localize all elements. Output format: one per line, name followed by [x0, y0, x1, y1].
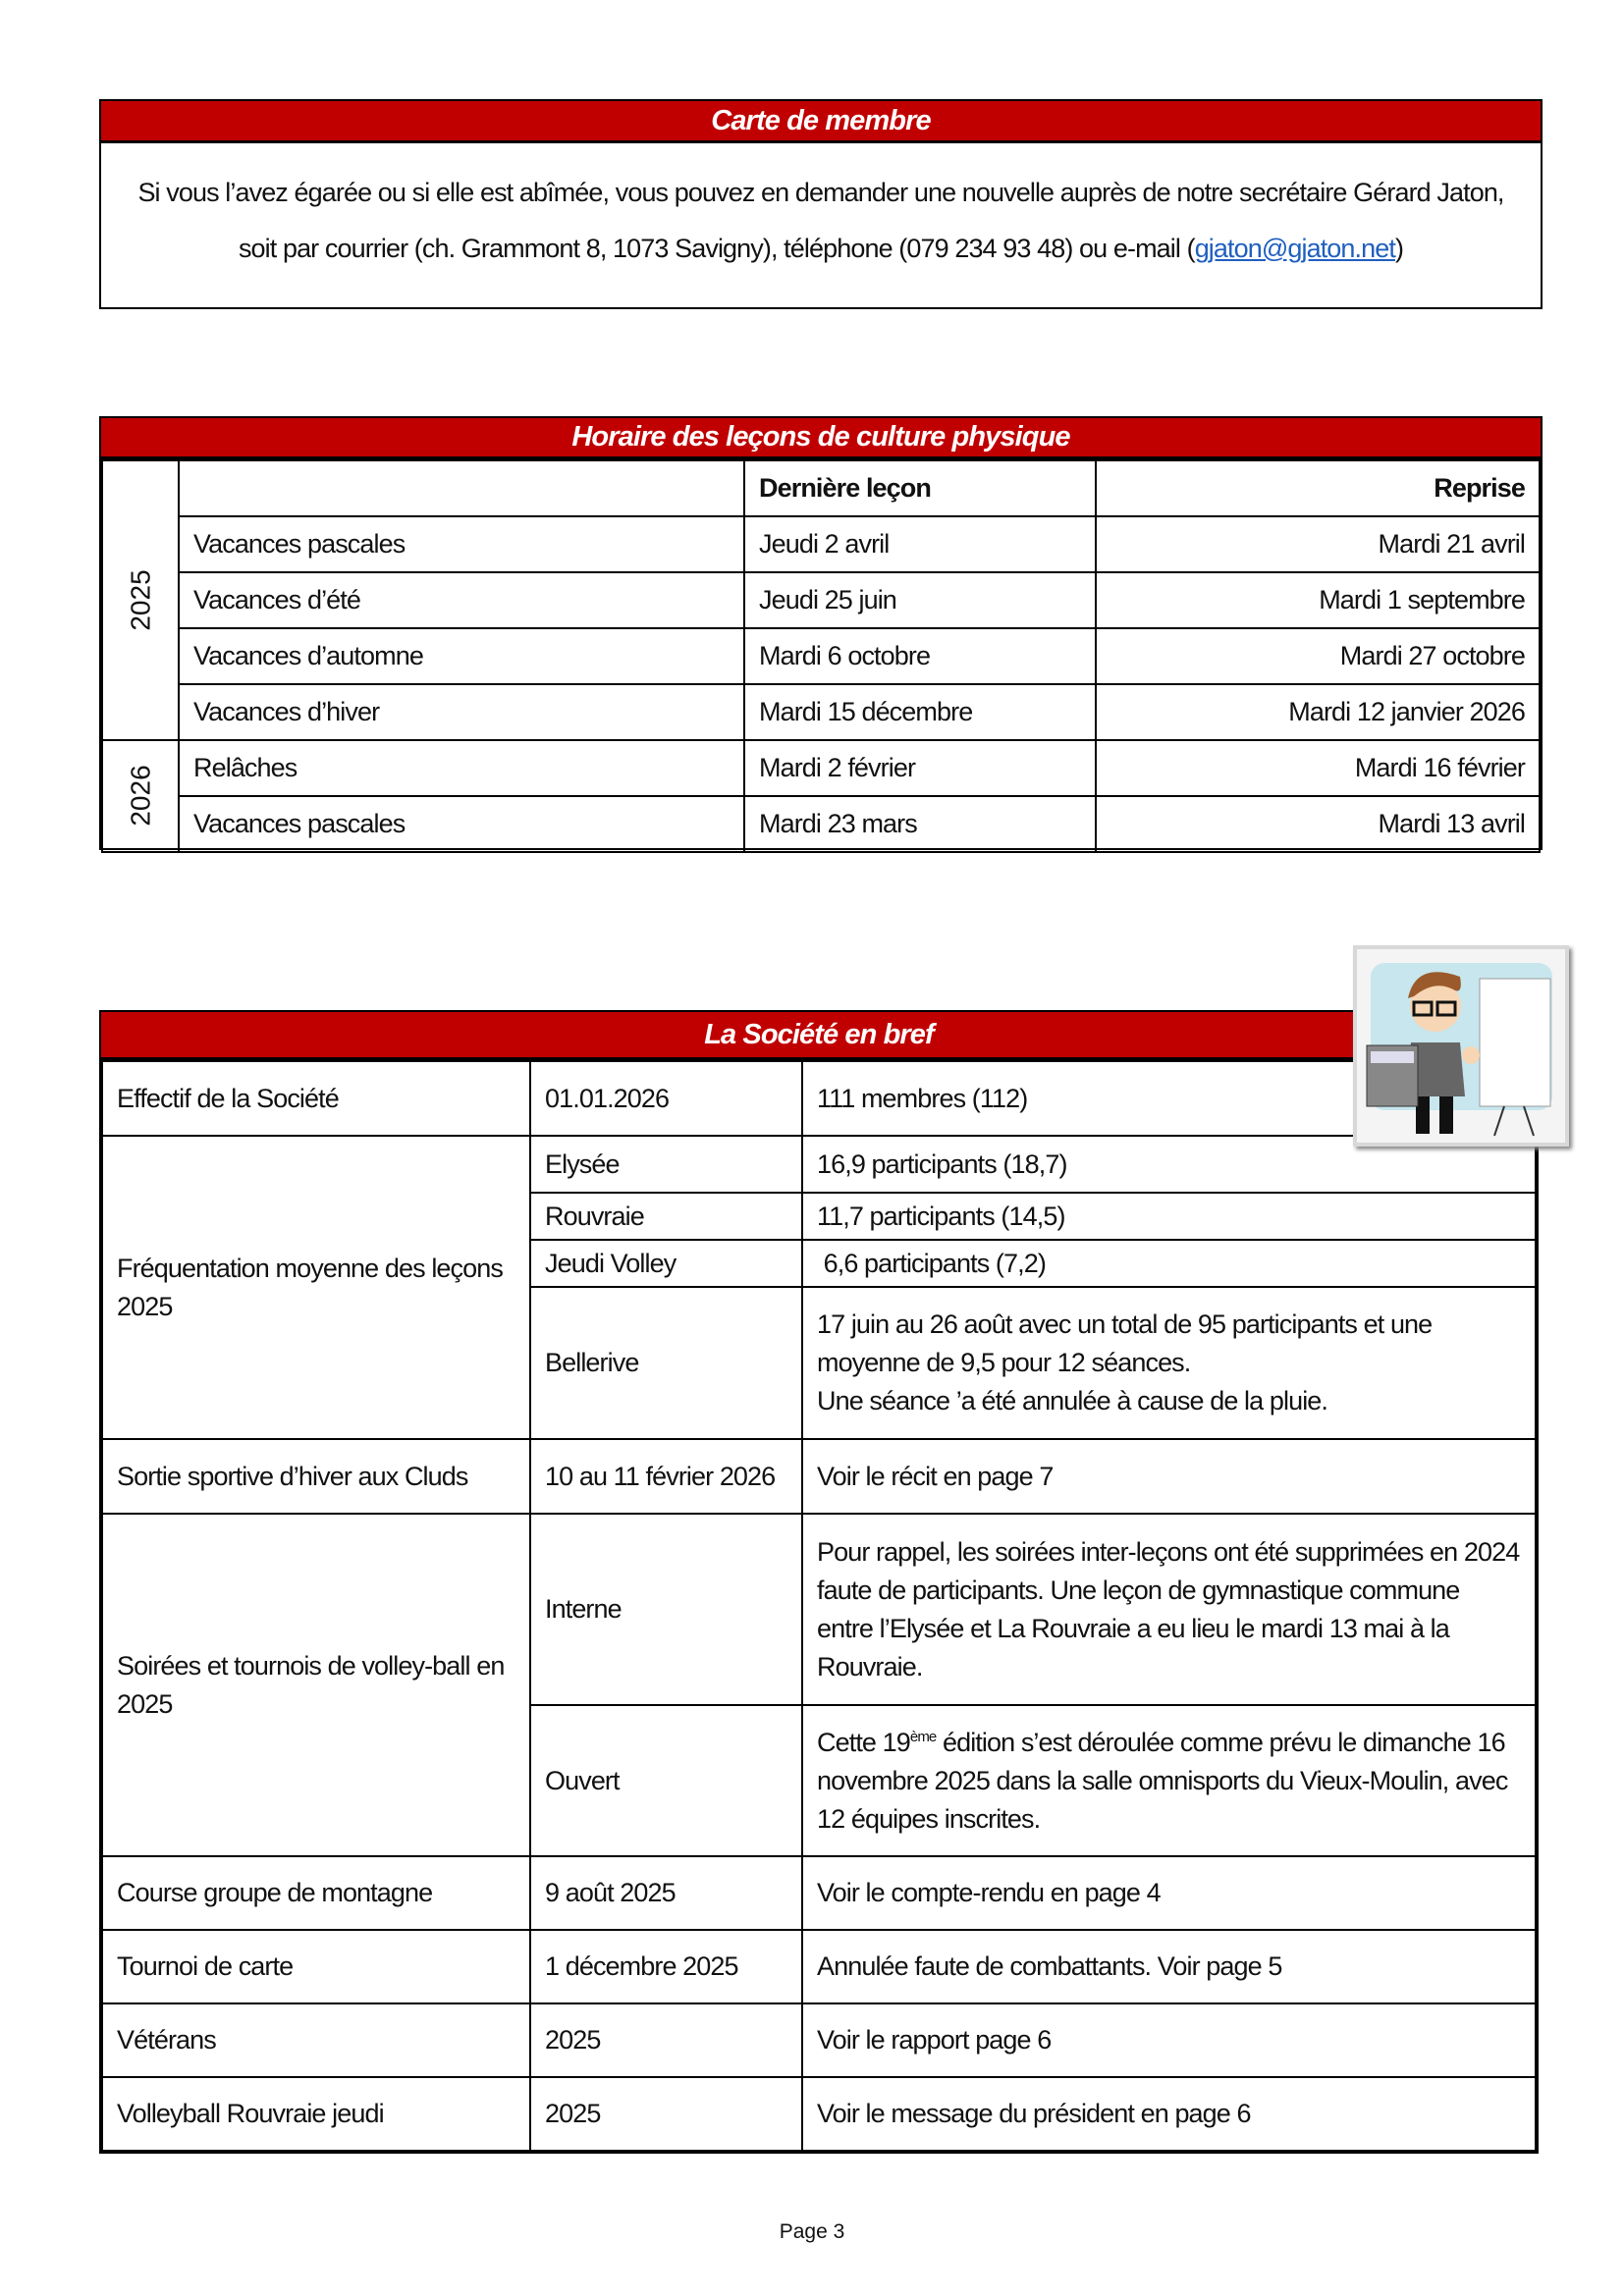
cell: Mardi 6 octobre — [744, 628, 1096, 684]
cell: Voir le récit en page 7 — [802, 1439, 1536, 1514]
table-row — [102, 2077, 1536, 2151]
table-row — [102, 1136, 1536, 1193]
cell: Vacances d’été — [179, 572, 744, 628]
cell: Mardi 21 avril — [1096, 516, 1540, 572]
cell: Mardi 13 avril — [1096, 796, 1540, 852]
carte-line2-text: soit par courrier (ch. Grammont 8, 1073 Savigny), téléphone (079 234 93 48) ou e-mail ( — [238, 234, 1195, 263]
header-cell — [179, 460, 744, 516]
horaire-table — [99, 416, 1543, 850]
table-row — [102, 796, 1540, 852]
cell: 11,7 participants (14,5) — [802, 1193, 1536, 1240]
cell: Jeudi 2 avril — [744, 516, 1096, 572]
cell: Vacances d’hiver — [179, 684, 744, 740]
bellerive-note: Une séance ’a été annulée à cause de la pluie. — [817, 1386, 1328, 1415]
table-row — [102, 1930, 1536, 2003]
table-row — [102, 2003, 1536, 2077]
cell: Elysée — [530, 1136, 802, 1193]
cell: Mardi 15 décembre — [744, 684, 1096, 740]
cell: Relâches — [179, 740, 744, 796]
cell: Voir le rapport page 6 — [802, 2003, 1536, 2077]
table-row — [102, 1856, 1536, 1930]
cell: Course groupe de montagne — [102, 1856, 530, 1930]
year-label: 2025 — [102, 460, 179, 740]
email-link[interactable]: gjaton@gjaton.net — [1194, 234, 1395, 263]
carte-line2-end: ) — [1394, 234, 1404, 263]
horaire-title: Horaire des leçons de culture physique — [101, 418, 1541, 459]
cell: Interne — [530, 1514, 802, 1705]
bellerive-text: 17 juin au 26 août avec un total de 95 participants et une moyenne de 9,5 pour 12 séances. — [817, 1309, 1433, 1377]
cell: 111 membres (112) — [802, 1061, 1536, 1136]
cell: Mardi 27 octobre — [1096, 628, 1540, 684]
cell: 6,6 participants (7,2) — [802, 1240, 1536, 1287]
header-reprise: Reprise — [1096, 460, 1540, 516]
cell: Tournoi de carte — [102, 1930, 530, 2003]
table-row — [102, 1514, 1536, 1705]
cell: Mardi 12 janvier 2026 — [1096, 684, 1540, 740]
page-number: Page 3 — [779, 2220, 845, 2243]
cell: Vacances pascales — [179, 516, 744, 572]
cell: 10 au 11 février 2026 — [530, 1439, 802, 1514]
table-row — [102, 1439, 1536, 1514]
cell: Voir le message du président en page 6 — [802, 2077, 1536, 2151]
carte-de-membre-box — [99, 99, 1543, 309]
cell: Pour rappel, les soirées inter-leçons ont été supprimées en 2024 faute de participants. Une leçon de gymnastique commune entre l’Elysée et La Rouvraie a eu lieu le mardi 13 mai à la Rouvraie. — [802, 1514, 1536, 1705]
cell: Annulée faute de combattants. Voir page 5 — [802, 1930, 1536, 2003]
table-row — [102, 516, 1540, 572]
societe-title: La Société en bref — [101, 1012, 1537, 1060]
cell: Vacances d’automne — [179, 628, 744, 684]
table-row — [102, 740, 1540, 796]
cell: Rouvraie — [530, 1193, 802, 1240]
societe-table — [99, 1010, 1539, 2154]
soirees-label: Soirées et tournois de volley-ball en 2025 — [102, 1514, 530, 1856]
table-row — [102, 628, 1540, 684]
frequentation-label: Fréquentation moyenne des leçons 2025 — [102, 1136, 530, 1439]
cell: Mardi 16 février — [1096, 740, 1540, 796]
cell: Sortie sportive d’hiver aux Cluds — [102, 1439, 530, 1514]
cell: Mardi 2 février — [744, 740, 1096, 796]
cell: Volleyball Rouvraie jeudi — [102, 2077, 530, 2151]
cell: Bellerive — [530, 1287, 802, 1439]
cell: Cette 19ème édition s’est déroulée comme prévu le dimanche 16 novembre 2025 dans la salle omnisports du Vieux-Moulin, avec 12 équipes inscrites. — [802, 1705, 1536, 1856]
table-row — [102, 684, 1540, 740]
cell: Ouvert — [530, 1705, 802, 1856]
cell: Effectif de la Société — [102, 1061, 530, 1136]
header-derniere-lecon: Dernière leçon — [744, 460, 1096, 516]
horaire-header-row — [102, 460, 1540, 516]
cell: Vacances pascales — [179, 796, 744, 852]
cell: 16,9 participants (18,7) — [802, 1136, 1536, 1193]
teacher-with-calculator-icon — [1357, 949, 1565, 1143]
cell: Vétérans — [102, 2003, 530, 2077]
cell: Jeudi 25 juin — [744, 572, 1096, 628]
carte-line1: Si vous l’avez égarée ou si elle est abîmée, vous pouvez en demander une nouvelle auprès de notre secrétaire Gérard Jaton, — [137, 178, 1504, 207]
cell: Mardi 23 mars — [744, 796, 1096, 852]
year-label: 2026 — [102, 740, 179, 852]
cell: Mardi 1 septembre — [1096, 572, 1540, 628]
cell: 2025 — [530, 2077, 802, 2151]
table-row — [102, 1061, 1536, 1136]
presenter-illustration — [1353, 945, 1569, 1147]
carte-title: Carte de membre — [101, 101, 1541, 143]
cell: 2025 — [530, 2003, 802, 2077]
cell: 01.01.2026 — [530, 1061, 802, 1136]
carte-line2 — [101, 221, 1541, 277]
cell: 9 août 2025 — [530, 1856, 802, 1930]
table-row — [102, 572, 1540, 628]
cell: Jeudi Volley — [530, 1240, 802, 1287]
cell: Voir le compte-rendu en page 4 — [802, 1856, 1536, 1930]
cell: 1 décembre 2025 — [530, 1930, 802, 2003]
